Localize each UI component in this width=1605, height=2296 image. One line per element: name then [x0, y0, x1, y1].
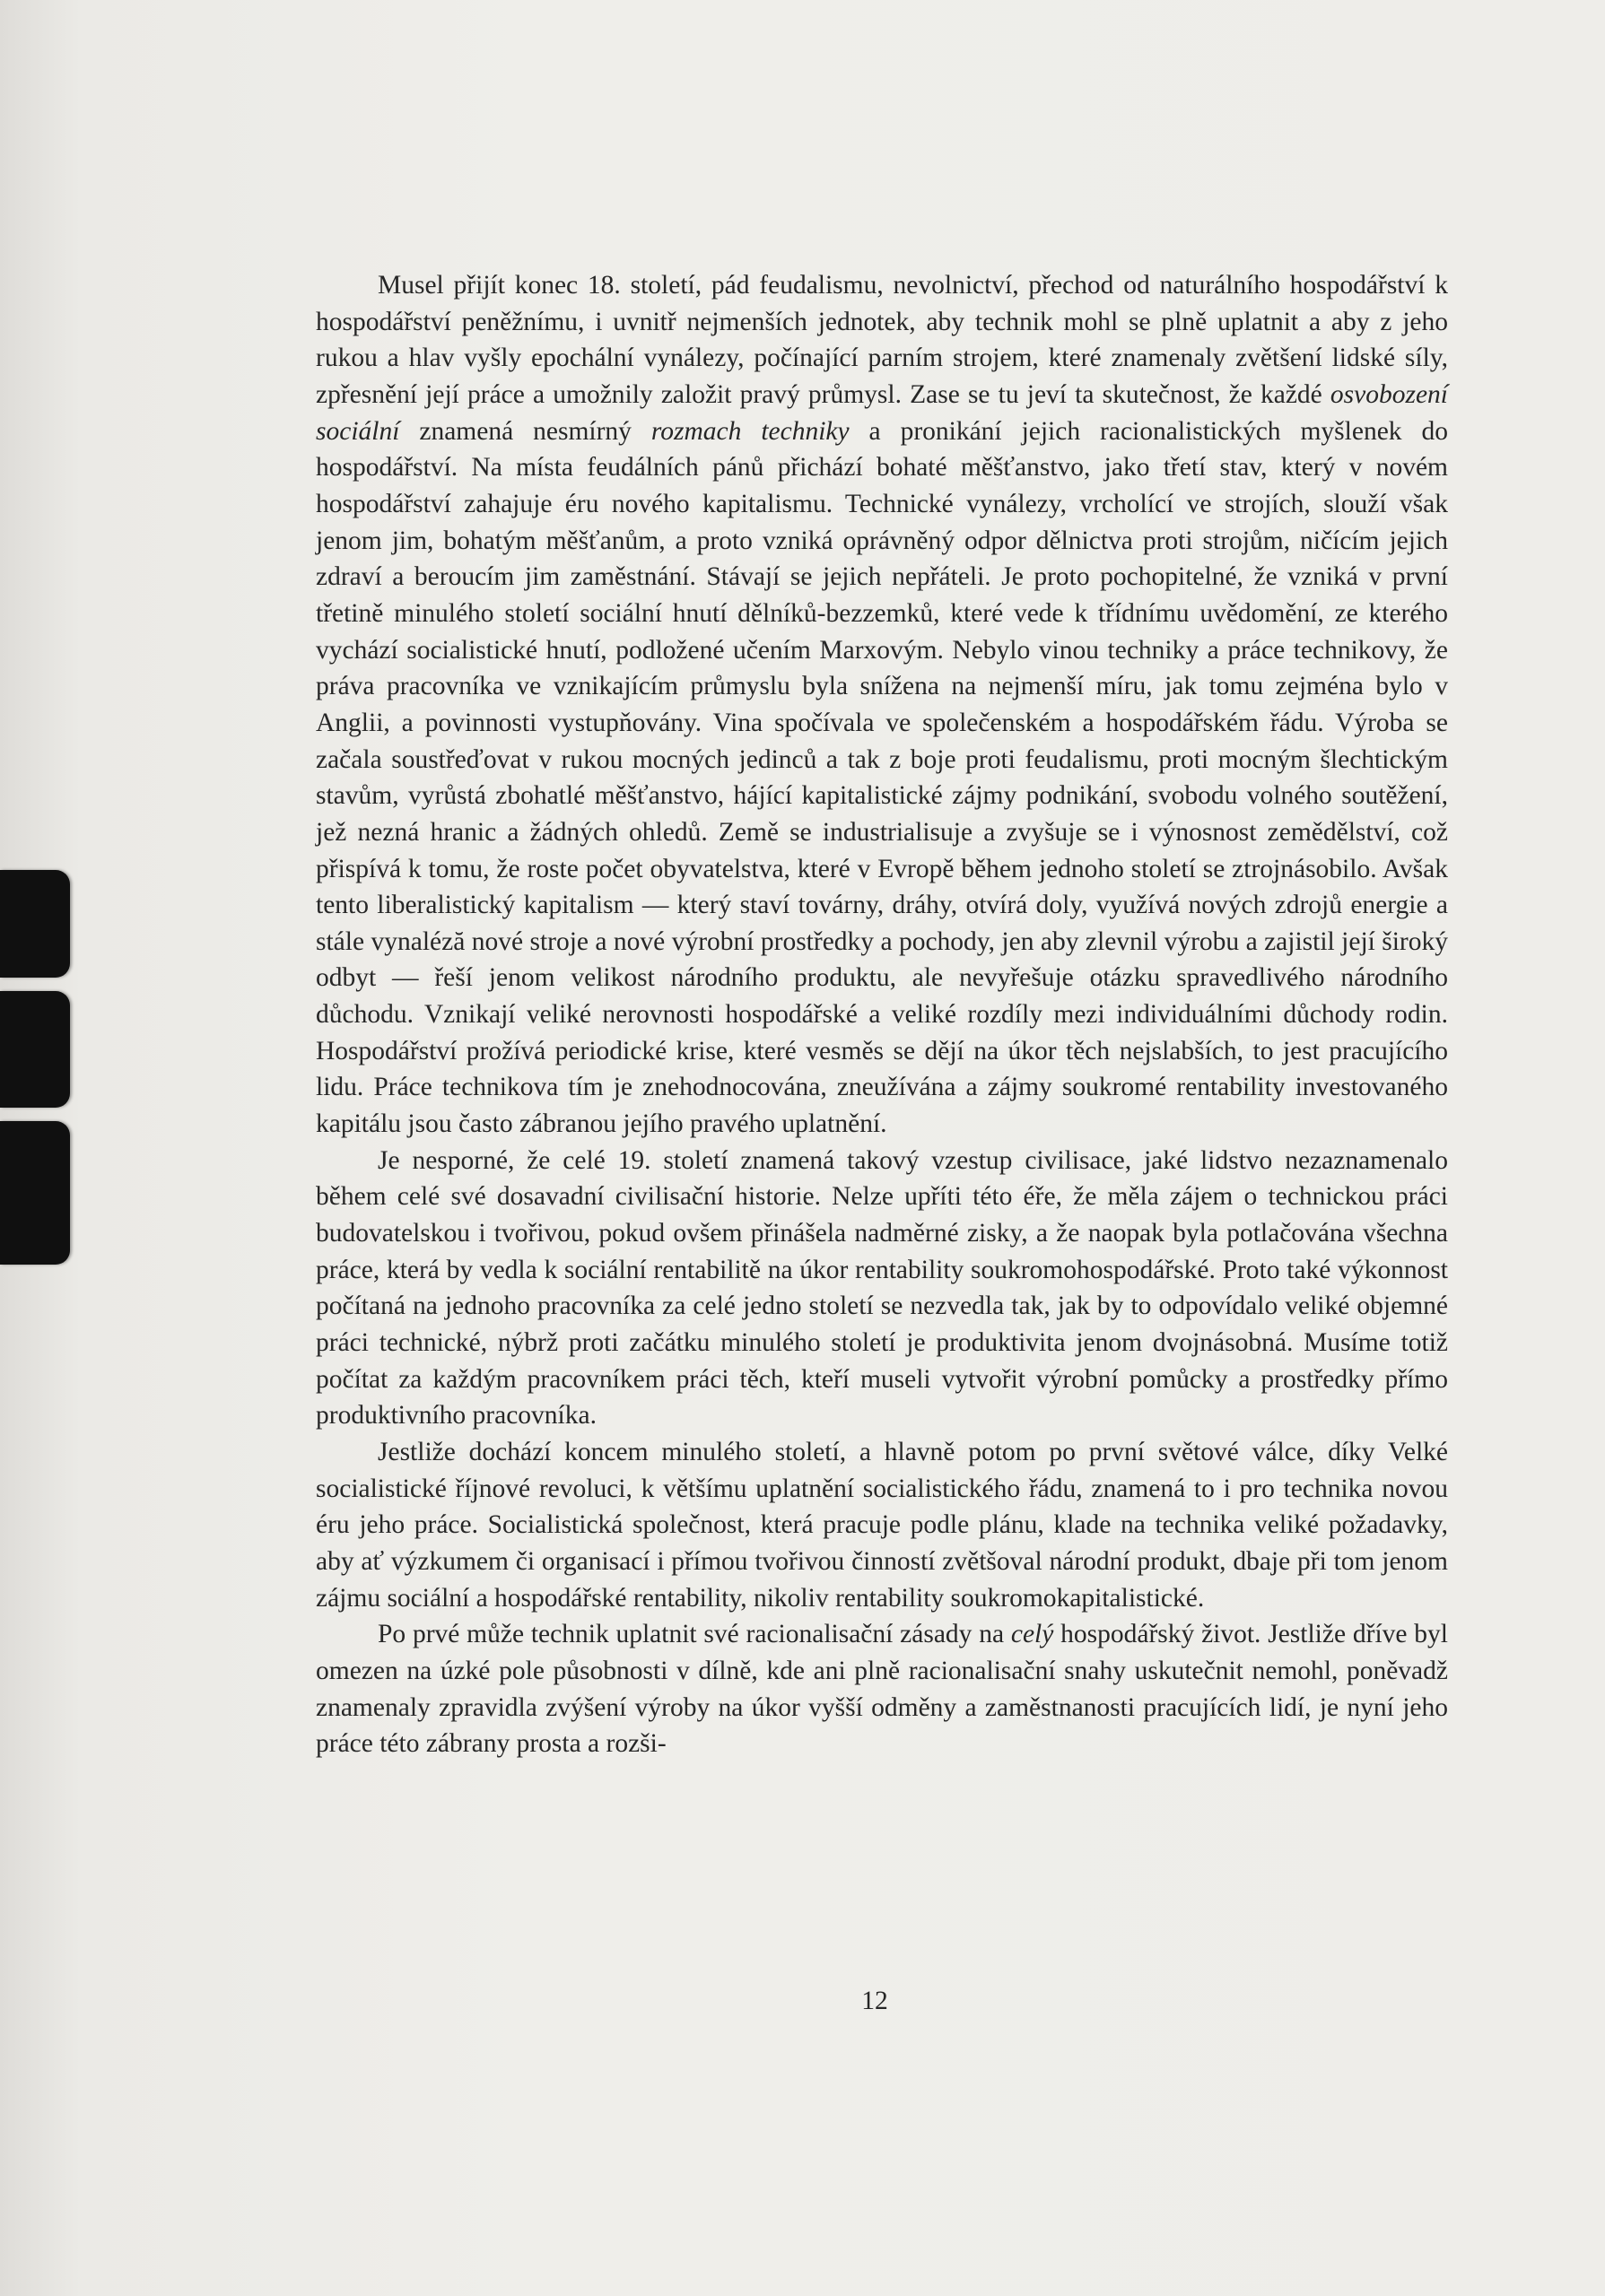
body-text [316, 267, 1448, 1762]
text-segment: hospodářský život. Jestliže dříve byl omezen na úzké pole působnosti v dílně, kde ani plně racionalisační snahy uskutečnit nemohl, poněvadž znamenaly zpravidla zvýšení výroby na úkor vyšší odměny a zaměstnanosti pracujících lidí, je nyní jeho práce této zábrany prosta a rozši- [316, 1620, 1448, 1759]
text-segment: a pronikání jejich racionalistických myšlenek do hospodářství. Na místa feudálních pánů přichází bohaté měšťanstvo, jako třetí stav, který v novém hospodářství zahajuje éru nového kapitalismu. Technické vynálezy, vrcholící ve strojích, slouží však jenom jim, bohatým měšťanům, a proto vzniká oprávněný odpor dělnictva proti strojům, ničícím jejich zdraví a beroucím jim zaměstnání. Stávají se jejich nepřáteli. Je proto pochopitelné, že vzniká v první třetině minulého století sociální hnutí dělníků-bezzemků, které vede k třídnímu uvědomění, ze kterého vychází socialistické hnutí, podložené učením Marxovým. Nebylo vinou techniky a práce technikovy, že práva pracovníka ve vznikajícím průmyslu byla snížena na nejmenší míru, jak tomu zejména bylo v Anglii, a povinnosti vystupňovány. Vina spočívala ve společenském a hospodářském řádu. Výroba se začala soustřeďovat v rukou mocných jedinců a tak z boje proti feudalismu, proti mocným šlechtickým stavům, vyrůstá zbohatlé měšťanstvo, hájící kapitalistické zájmy podnikání, svobodu volného soutěžení, jež nezná hranic a žádných ohledů. Země se industrialisuje a zvyšuje se i výnosnost zemědělství, což přispívá k tomu, že roste počet obyvatelstva, které v Evropě během jednoho století se ztrojnásobilo. Avšak tento liberalistický kapitalism — který staví továrny, dráhy, otvírá doly, využívá nových zdrojů energie a stále vynaléză nové stroje a nové výrobní prostředky a pochody, jen aby zlevnil výrobu a zajistil její široký odbyt — řeší jenom velikost národního produktu, ale nevyřešuje otázku spravedlivého národního důchodu. Vznikají veliké nerovnosti hospodářské a veliké rozdíly mezi individuálními důchody rodin. Hospodářství prožívá periodické krise, které vesměs se dějí na úkor těch nejslabších, to jest pracujícího lidu. Práce technikova tím je znehodnocována, zneužívána a zájmy soukromé rentability investovaného kapitálu jsou často zábranou jejího pravého uplatnění. [316, 416, 1448, 1139]
italic-phrase: osvobození sociální [316, 379, 1448, 446]
text-segment: Musel přijít konec 18. století, pád feudalismu, nevolnictví, přechod od naturálního hospodářství k hospodářství peněžnímu, i uvnitř nejmenších jednotek, aby technik mohl se plně uplatnit a aby z jeho rukou a hlav vyšly epochální vynálezy, počínající parním strojem, které znamenaly zvětšení lidské síly, zpřesnění její práce a umožnily založit pravý průmysl. Zase se tu jeví ta skutečnost, že každé [316, 271, 1448, 409]
binding-clip-middle [0, 991, 70, 1108]
page-number: 12 [861, 1987, 888, 2015]
binding-clip-top [0, 870, 70, 978]
binding-clip-bottom [0, 1121, 70, 1265]
italic-phrase: rozmach techniky [650, 416, 850, 446]
paragraph-4 [316, 1616, 1448, 1762]
paragraph-2 [316, 1143, 1448, 1434]
paragraph-1 [316, 267, 1448, 1143]
italic-phrase: celý [1010, 1620, 1054, 1649]
paragraph-3 [316, 1434, 1448, 1616]
text-segment: znamená nesmírný [399, 416, 651, 446]
text-segment: Jestliže dochází koncem minulého století, a hlavně potom po první světové válce, díky Velké socialistické říjnové revoluci, k většímu uplatnění socialistického řádu, znamená to i pro technika novou éru jeho práce. Socialistická společnost, která pracuje podle plánu, klade na technika veliké požadavky, aby ať výzkumem či organisací i přímou tvořivou činností zvětšoval národní produkt, dbaje při tom jenom zájmu sociální a hospodářské rentability, nikoliv rentability soukromokapitalistické. [316, 1438, 1448, 1613]
text-segment: Je nesporné, že celé 19. století znamená takový vzestup civilisace, jaké lidstvo nezaznamenalo během celé své dosavadní civilisační historie. Nelze upříti této éře, že měla zájem o technickou práci budovatelskou i tvořivou, pokud ovšem přinášela nadměrné zisky, a že naopak byla potlačována všechna práce, která by vedla k sociální rentabilitě na úkor rentability soukromohospodářské. Proto také výkonnost počítaná na jednoho pracovníka za celé jedno století se nezvedla tak, jak by to odpovídalo veliké objemné práci technické, nýbrž proti začátku minulého století je produktivita jenom dvojnásobná. Musíme totiž počítat za každým pracovníkem práci těch, kteří museli vytvořit výrobní pomůcky a prostředky přímo produktivního pracovníka. [316, 1145, 1448, 1431]
text-segment: Po prvé může technik uplatnit své racionalisační zásady na [378, 1620, 1011, 1649]
